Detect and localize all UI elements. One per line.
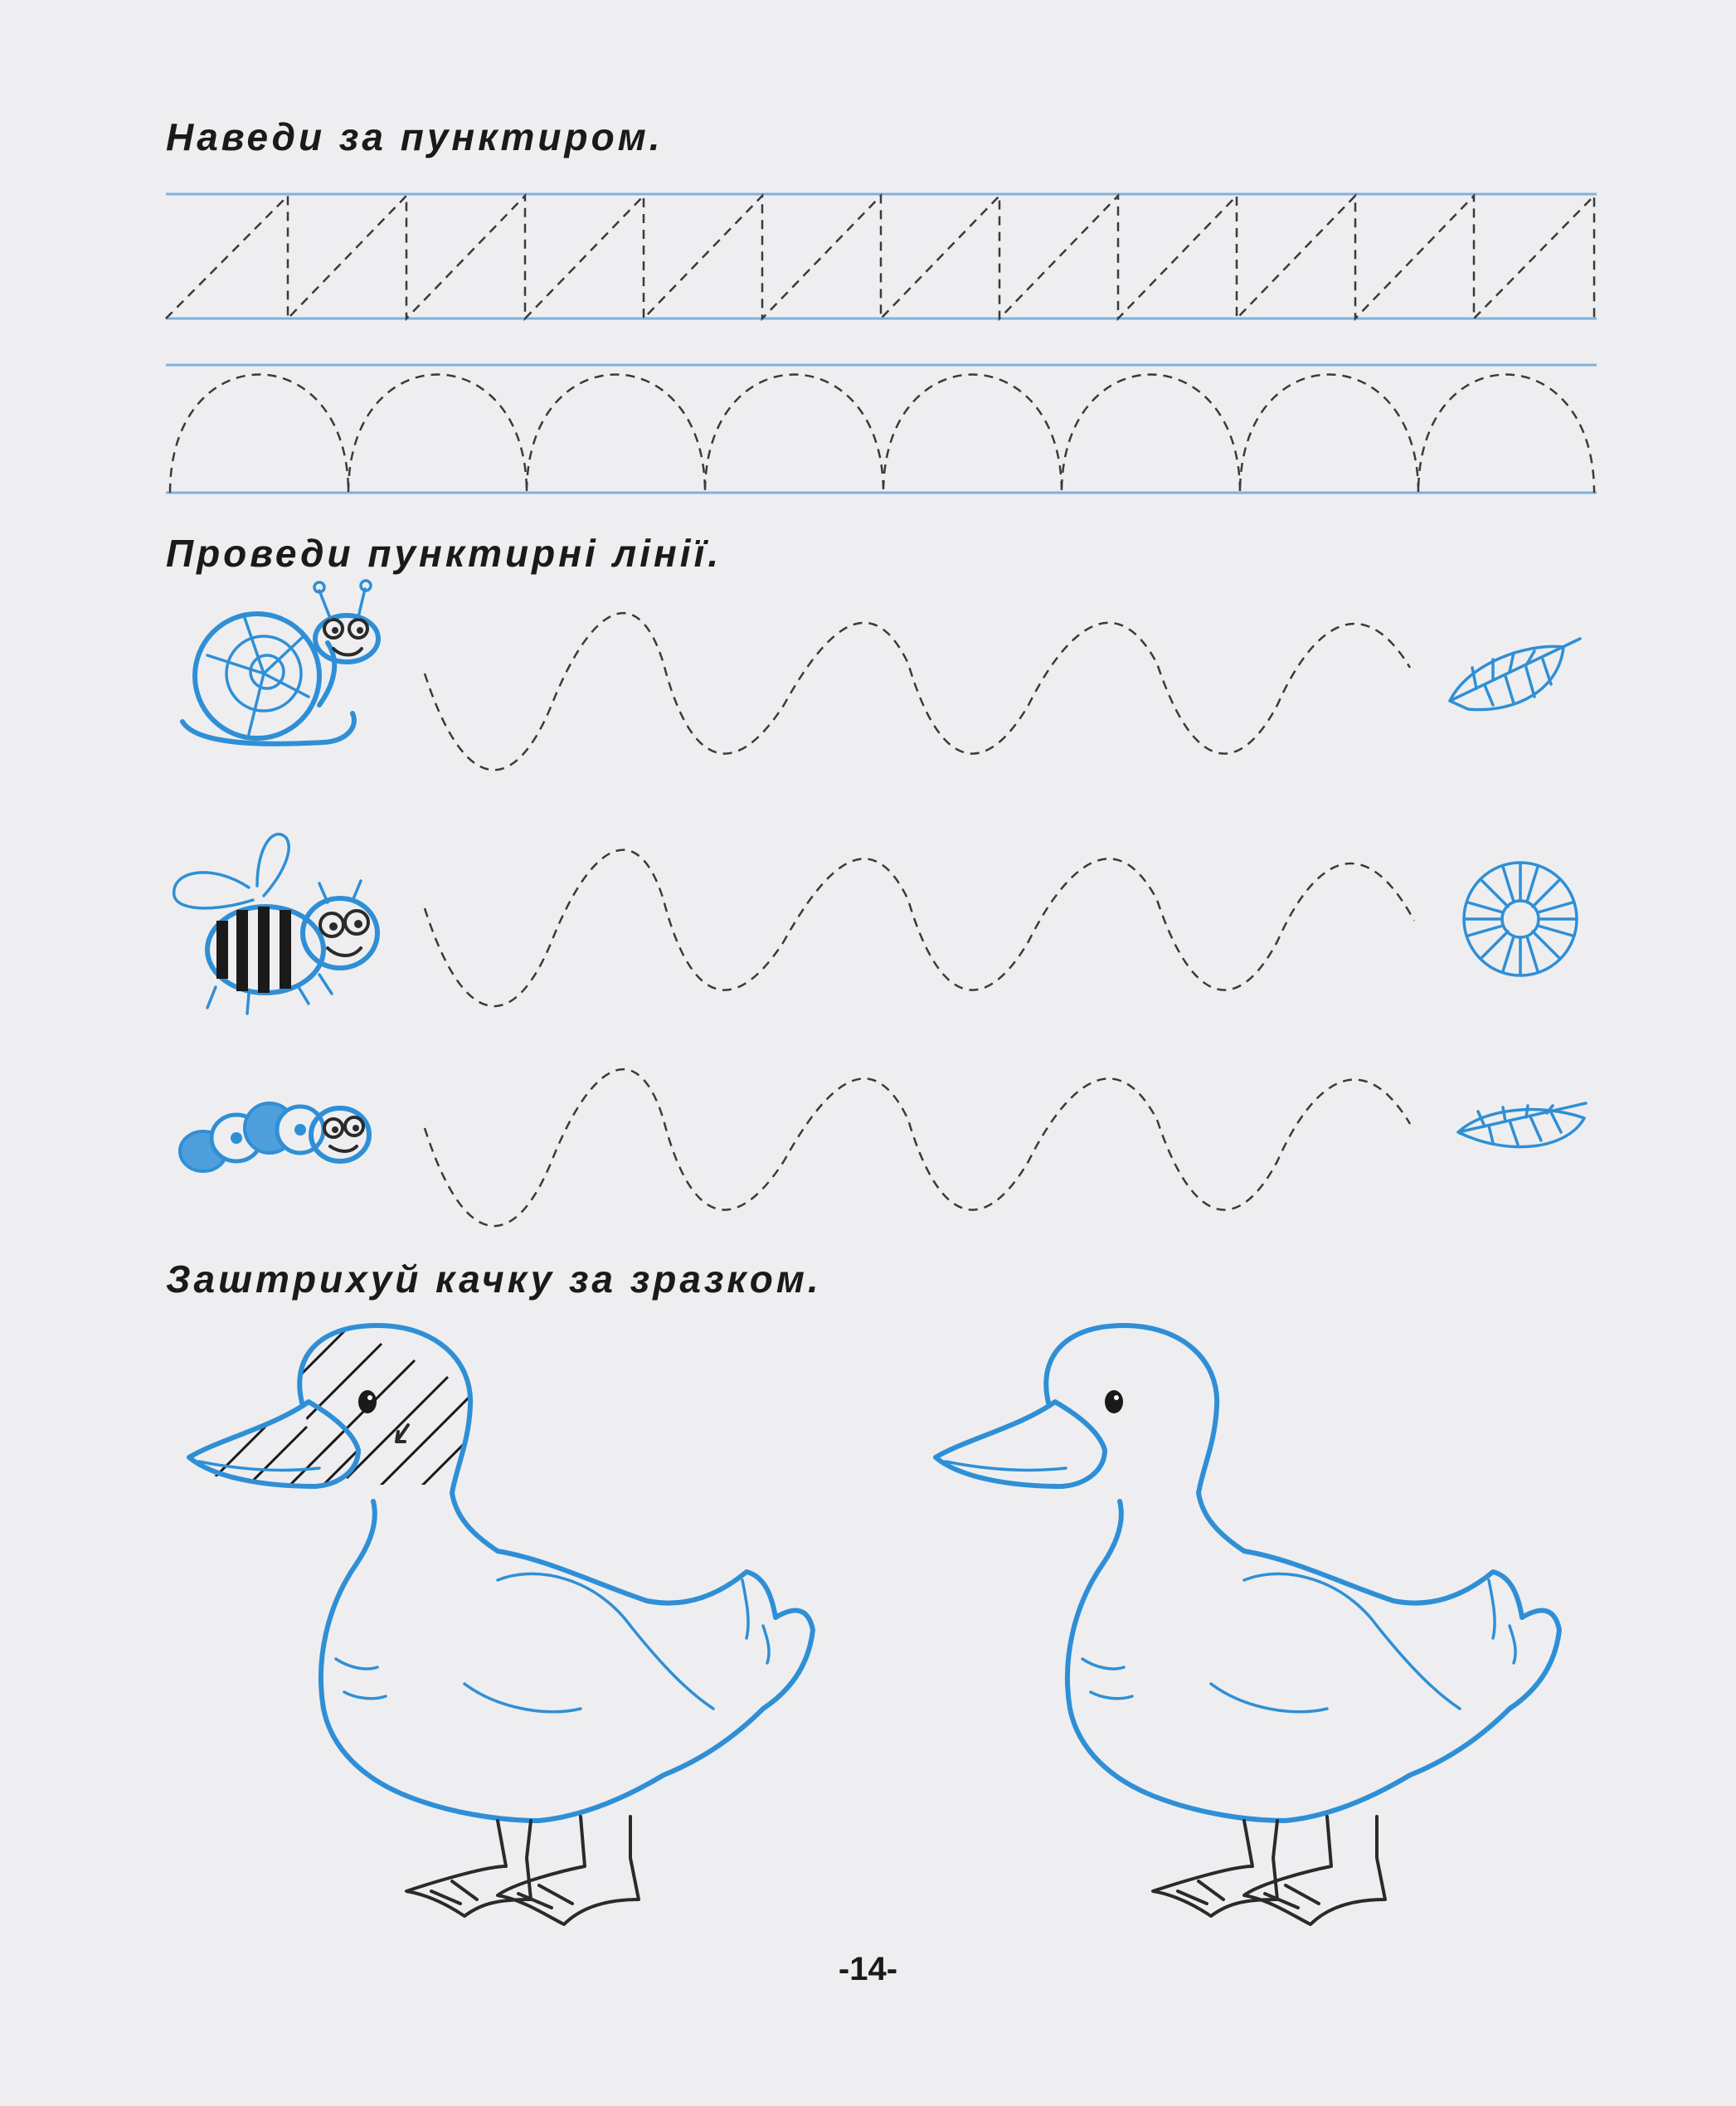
hatching <box>249 1327 498 1518</box>
leaf-picture <box>1458 1103 1586 1147</box>
leaf-picture <box>1450 639 1580 710</box>
task-heading-trace: Наведи за пунктиром. <box>166 115 664 158</box>
daisy-flower-picture <box>1464 863 1577 975</box>
wave-dotted-line-2 <box>425 850 1414 1007</box>
task-heading-dotted-lines: Проведи пунктирні лінії. <box>166 532 722 575</box>
bee-picture <box>174 834 377 1014</box>
zigzag-trace-row <box>166 194 1597 319</box>
wave-dotted-line-1 <box>425 613 1410 770</box>
zigzag-dotted-line <box>166 196 1594 319</box>
task-heading-shade-duck: Заштрихуй качку за зразком. <box>166 1257 822 1301</box>
wave-dotted-line-3 <box>425 1069 1410 1226</box>
caterpillar-picture <box>180 1103 369 1171</box>
sample-duck-picture <box>189 1325 813 1924</box>
arches-dotted-line <box>170 375 1594 494</box>
blank-duck-picture <box>936 1325 1559 1924</box>
arch-trace-row <box>166 365 1597 493</box>
page-number: -14- <box>838 1951 898 1987</box>
snail-picture <box>182 581 378 744</box>
